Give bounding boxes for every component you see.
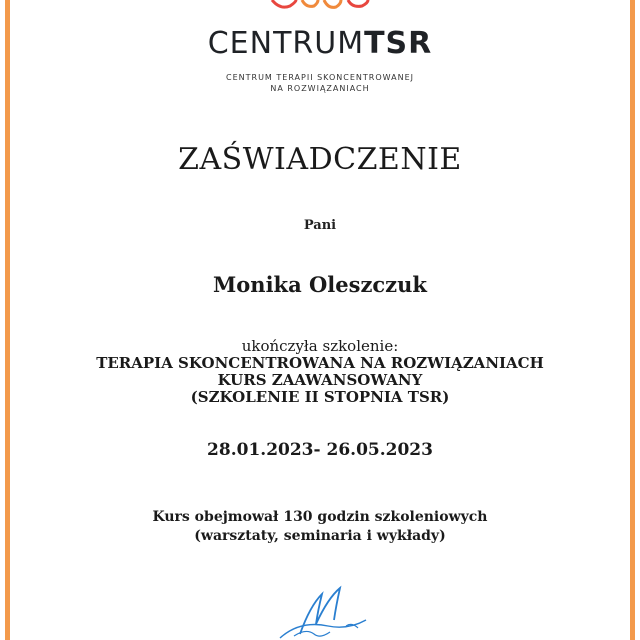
course-hours [0, 508, 640, 546]
tagline-line-2: NA ROZWIĄZANIACH [270, 84, 370, 93]
course-dates: 28.01.2023- 26.05.2023 [207, 440, 433, 460]
course-title: TERAPIA SKONCENTROWANA NA ROZWIĄZANIACH [96, 354, 544, 372]
certificate-title: ZAŚWIADCZENIE [178, 142, 462, 177]
course-level: KURS ZAAWANSOWANY [217, 371, 423, 389]
brand-name-bold: TSR [364, 26, 433, 61]
hours-line-1: Kurs obejmował 130 godzin szkoleniowych [152, 509, 488, 525]
completed-text: ukończyła szkolenie: [241, 337, 399, 355]
brand-tagline [0, 72, 640, 94]
recipient-name: Monika Oleszczuk [213, 272, 427, 297]
tagline-line-1: CENTRUM TERAPII SKONCENTROWANEJ [226, 73, 414, 82]
brand-name-light: CENTRUM [207, 26, 365, 61]
brand-logo-text [0, 26, 640, 61]
hours-line-2: (warsztaty, seminaria i wykłady) [194, 528, 446, 544]
course-description [0, 338, 640, 406]
signature-image [270, 576, 380, 640]
salutation: Pani [303, 218, 337, 233]
logo-icon [0, 0, 640, 12]
course-degree: (SZKOLENIE II STOPNIA TSR) [190, 388, 450, 406]
